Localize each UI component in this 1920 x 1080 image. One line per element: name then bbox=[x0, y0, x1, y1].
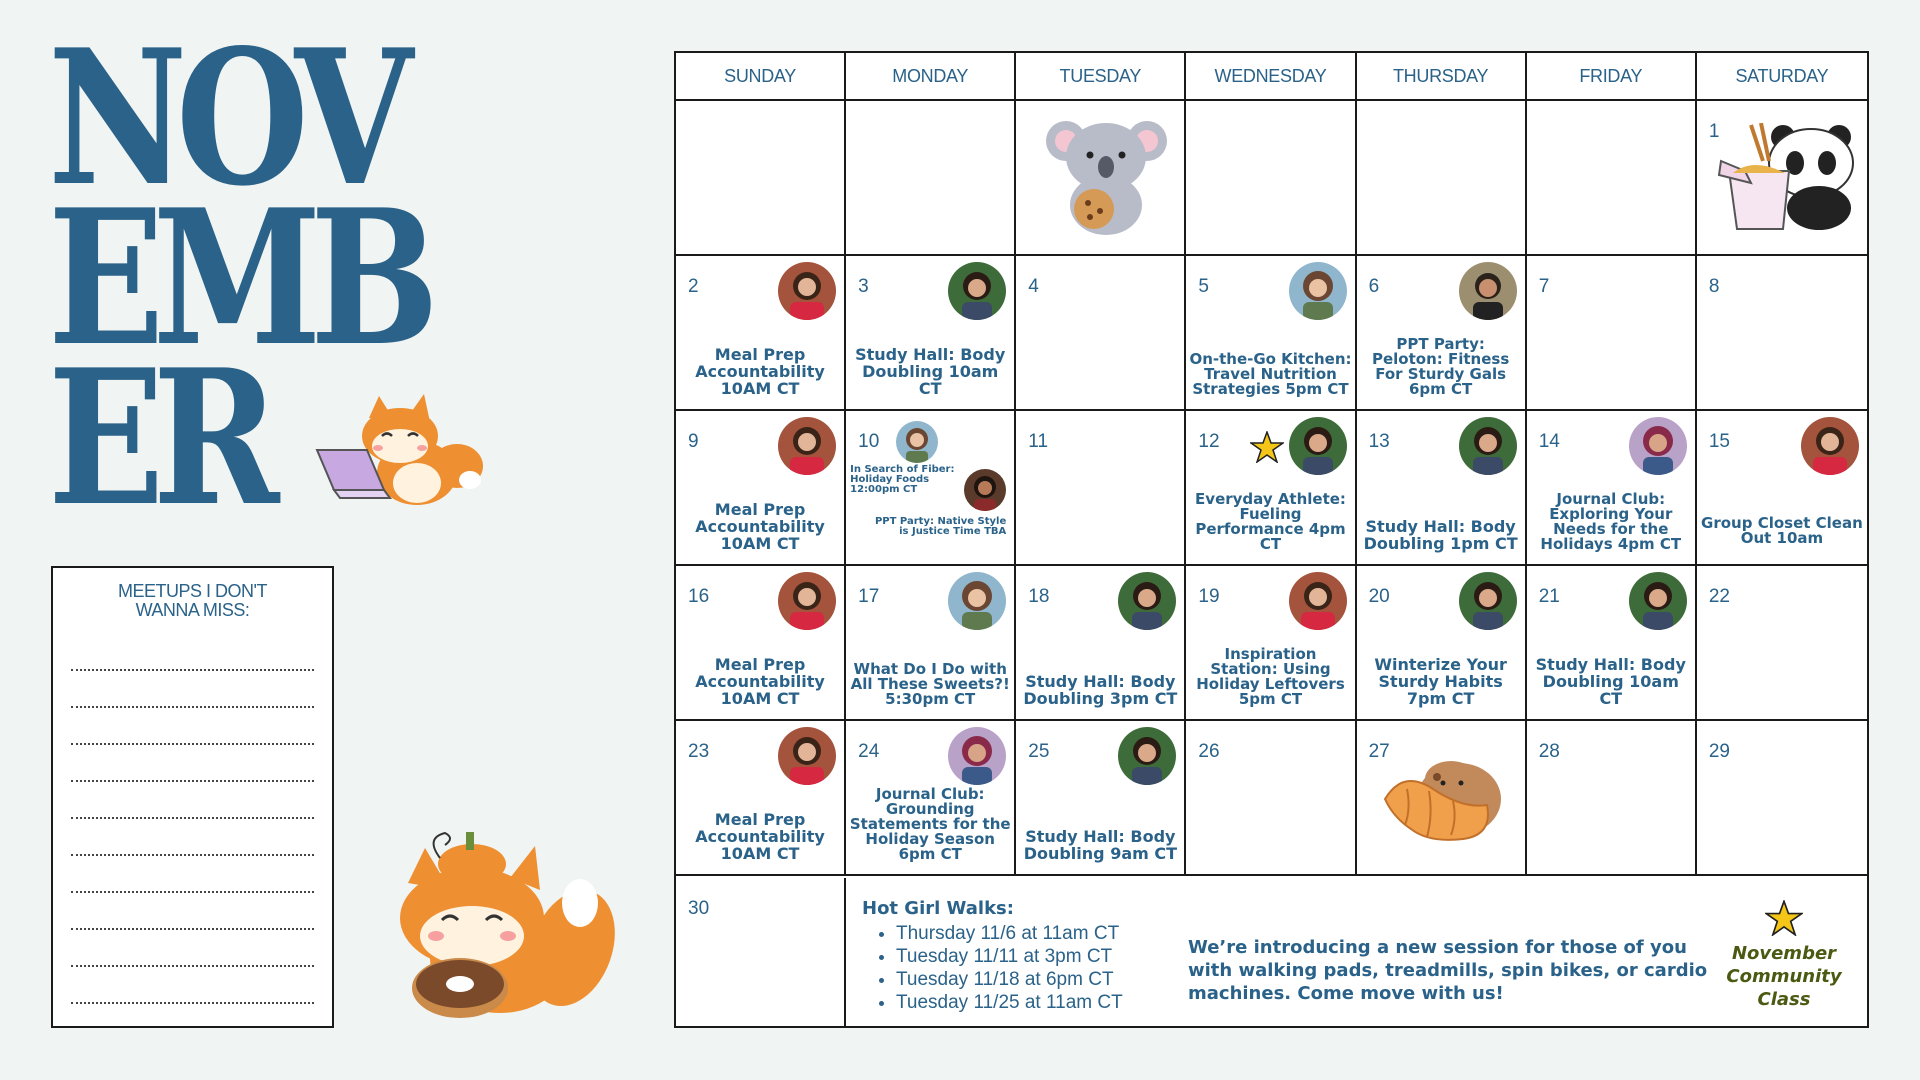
day-number: 5 bbox=[1198, 276, 1209, 297]
host-avatar bbox=[778, 417, 836, 475]
host-avatar bbox=[1629, 572, 1687, 630]
day-cell-11[interactable] bbox=[1016, 411, 1186, 566]
empty-day-cell bbox=[1186, 101, 1356, 256]
day-cell-16[interactable] bbox=[676, 566, 846, 721]
day-cell-21[interactable] bbox=[1527, 566, 1697, 721]
host-avatar bbox=[948, 572, 1006, 630]
event-title-native-style: PPT Party: Native Style is Justice Time TBA bbox=[874, 516, 1007, 537]
day-number: 29 bbox=[1708, 741, 1730, 762]
hot-girl-walks bbox=[862, 898, 1123, 1014]
host-avatar bbox=[1629, 417, 1687, 475]
day-number: 13 bbox=[1368, 431, 1390, 452]
day-number: 21 bbox=[1538, 586, 1560, 607]
day-number: 8 bbox=[1708, 276, 1720, 297]
host-avatar bbox=[1289, 262, 1347, 320]
capybara-croissant-sticker bbox=[1377, 751, 1507, 851]
host-avatar bbox=[1118, 572, 1176, 630]
day-cell-9[interactable] bbox=[676, 411, 846, 566]
walks-title: Hot Girl Walks: bbox=[862, 898, 1014, 919]
day-cell-19[interactable] bbox=[1186, 566, 1356, 721]
day-cell-30[interactable] bbox=[676, 878, 846, 1028]
day-number: 11 bbox=[1028, 431, 1049, 452]
weekday-wednesday: WEDNESDAY bbox=[1186, 53, 1356, 101]
day-cell-3[interactable] bbox=[846, 256, 1016, 411]
star-icon bbox=[1719, 900, 1849, 936]
day-number: 9 bbox=[688, 431, 699, 452]
host-avatar bbox=[896, 421, 938, 463]
meetups-blank-line[interactable] bbox=[71, 930, 314, 967]
panda-noodles-sticker bbox=[1708, 121, 1861, 233]
weekday-saturday: SATURDAY bbox=[1697, 53, 1867, 101]
community-class-label: November Community Class bbox=[1726, 943, 1842, 1010]
day-number: 20 bbox=[1368, 586, 1390, 607]
event-title: Journal Club: Exploring Your Needs for the Holidays 4pm CT bbox=[1540, 490, 1682, 553]
host-avatar bbox=[778, 572, 836, 630]
day-cell-18[interactable] bbox=[1016, 566, 1186, 721]
day-number: 17 bbox=[858, 586, 880, 607]
host-avatar bbox=[1459, 417, 1517, 475]
meetups-notes-box bbox=[51, 566, 334, 1028]
walk-item: • Tuesday 11/18 at 6pm CT bbox=[896, 968, 1123, 991]
day-number: 22 bbox=[1708, 586, 1730, 607]
day-number: 27 bbox=[1368, 741, 1390, 762]
day-cell-23[interactable] bbox=[676, 721, 846, 876]
event-title: Everyday Athlete: Fueling Performance 4pm CT bbox=[1195, 490, 1346, 553]
event-title: Meal Prep Accountability 10AM CT bbox=[695, 500, 825, 553]
host-avatar bbox=[948, 727, 1006, 785]
day-number: 7 bbox=[1538, 276, 1550, 297]
event-title: Winterize Your Sturdy Habits 7pm CT bbox=[1374, 655, 1507, 708]
day-cell-5[interactable] bbox=[1186, 256, 1356, 411]
new-session-announcement: We’re introducing a new session for those of you with walking pads, treadmills, spin bikes, or cardio machines. Come move with us! bbox=[1188, 937, 1708, 1004]
day-cell-7[interactable] bbox=[1527, 256, 1697, 411]
day-number: 23 bbox=[688, 741, 710, 762]
star-icon bbox=[1250, 431, 1284, 463]
empty-day-cell bbox=[846, 101, 1016, 256]
host-avatar bbox=[778, 727, 836, 785]
day-number: 16 bbox=[688, 586, 710, 607]
koala-cookie-sticker bbox=[1044, 111, 1169, 239]
day-cell-2[interactable] bbox=[676, 256, 846, 411]
day-number: 28 bbox=[1538, 741, 1560, 762]
meetups-blank-line[interactable] bbox=[71, 819, 314, 856]
meetups-blank-line[interactable] bbox=[71, 893, 314, 930]
host-avatar bbox=[964, 469, 1006, 511]
empty-day-cell bbox=[676, 101, 846, 256]
empty-day-cell bbox=[1527, 101, 1697, 256]
day-number: 2 bbox=[688, 276, 699, 297]
day-cell-24[interactable] bbox=[846, 721, 1016, 876]
meetups-blank-line[interactable] bbox=[71, 671, 314, 708]
host-avatar bbox=[1801, 417, 1859, 475]
day-number: 26 bbox=[1198, 741, 1220, 762]
event-title: Inspiration Station: Using Holiday Leftovers 5pm CT bbox=[1196, 645, 1345, 708]
day-cell-26[interactable] bbox=[1186, 721, 1356, 876]
day-cell-1[interactable] bbox=[1697, 101, 1867, 256]
event-title: Study Hall: Body Doubling 3pm CT bbox=[1023, 672, 1178, 708]
day-number: 10 bbox=[858, 431, 880, 452]
day-cell-8[interactable] bbox=[1697, 256, 1867, 411]
host-avatar bbox=[948, 262, 1006, 320]
fox-laptop-sticker bbox=[312, 388, 487, 513]
host-avatar bbox=[1289, 572, 1347, 630]
day-number: 25 bbox=[1028, 741, 1050, 762]
day-number: 18 bbox=[1028, 586, 1050, 607]
weekday-sunday: SUNDAY bbox=[676, 53, 846, 101]
month-title-line-1: NOV bbox=[48, 8, 402, 227]
host-avatar bbox=[1459, 262, 1517, 320]
event-title: Study Hall: Body Doubling 10am CT bbox=[855, 345, 1006, 398]
month-title-line-2: EMB bbox=[48, 168, 428, 387]
meetups-blank-line[interactable] bbox=[71, 856, 314, 893]
day-number: 15 bbox=[1708, 431, 1730, 452]
day-cell-29[interactable] bbox=[1697, 721, 1867, 876]
day-cell-28[interactable] bbox=[1527, 721, 1697, 876]
day-number: 30 bbox=[688, 898, 710, 919]
day-cell-15[interactable] bbox=[1697, 411, 1867, 566]
weekday-thursday: THURSDAY bbox=[1357, 53, 1527, 101]
month-title-line-3: ER bbox=[48, 328, 269, 547]
day-cell-12[interactable] bbox=[1186, 411, 1356, 566]
event-title: Group Closet Clean Out 10am bbox=[1701, 514, 1863, 547]
day-number: 1 bbox=[1708, 121, 1720, 142]
event-title: Journal Club: Grounding Statements for the Holiday Season 6pm CT bbox=[849, 785, 1011, 863]
day-cell-25[interactable] bbox=[1016, 721, 1186, 876]
day-number: 6 bbox=[1368, 276, 1380, 297]
event-title: Study Hall: Body Doubling 1pm CT bbox=[1363, 517, 1518, 553]
calendar bbox=[674, 51, 1869, 1028]
day-cell-17[interactable] bbox=[846, 566, 1016, 721]
day-cell-10[interactable] bbox=[846, 411, 1016, 566]
fox-pumpkin-sticker bbox=[380, 818, 625, 1033]
meetups-blank-line[interactable] bbox=[71, 745, 314, 782]
empty-day-cell bbox=[1357, 101, 1527, 256]
event-title: Meal Prep Accountability 10AM CT bbox=[695, 810, 825, 863]
day-number: 3 bbox=[858, 276, 869, 297]
event-title: What Do I Do with All These Sweets?! 5:30pm CT bbox=[850, 660, 1010, 708]
day-cell-22[interactable] bbox=[1697, 566, 1867, 721]
event-title: Meal Prep Accountability 10AM CT bbox=[695, 345, 825, 398]
calendar-last-row bbox=[676, 878, 1869, 1028]
walk-item: • Thursday 11/6 at 11am CT bbox=[896, 922, 1123, 945]
day-cell-13[interactable] bbox=[1357, 411, 1527, 566]
walk-item: • Tuesday 11/11 at 3pm CT bbox=[896, 945, 1123, 968]
day-number: 12 bbox=[1198, 431, 1220, 452]
weekday-friday: FRIDAY bbox=[1527, 53, 1697, 101]
event-title: Study Hall: Body Doubling 10am CT bbox=[1535, 655, 1686, 708]
event-title: Meal Prep Accountability 10AM CT bbox=[695, 655, 825, 708]
weekday-tuesday: TUESDAY bbox=[1016, 53, 1186, 101]
host-avatar bbox=[1289, 417, 1347, 475]
meetups-blank-line[interactable] bbox=[71, 782, 314, 819]
day-number: 19 bbox=[1198, 586, 1220, 607]
day-cell-20[interactable] bbox=[1357, 566, 1527, 721]
meetups-title: MEETUPS I DON'T WANNA MISS: bbox=[118, 581, 267, 620]
host-avatar bbox=[1459, 572, 1517, 630]
day-number: 24 bbox=[858, 741, 880, 762]
event-title: On-the-Go Kitchen: Travel Nutrition Strategies 5pm CT bbox=[1189, 350, 1352, 398]
meetups-blank-line[interactable] bbox=[71, 967, 314, 1004]
host-avatar bbox=[778, 262, 836, 320]
day-cell-6[interactable] bbox=[1357, 256, 1527, 411]
weekday-monday: MONDAY bbox=[846, 53, 1016, 101]
host-avatar bbox=[1118, 727, 1176, 785]
day-number: 4 bbox=[1028, 276, 1039, 297]
day-cell-27[interactable] bbox=[1357, 721, 1527, 876]
day-cell-14[interactable] bbox=[1527, 411, 1697, 566]
empty-day-cell bbox=[1016, 101, 1186, 256]
day-cell-4[interactable] bbox=[1016, 256, 1186, 411]
meetups-blank-line[interactable] bbox=[71, 708, 314, 745]
meetups-blank-line[interactable] bbox=[71, 634, 314, 671]
community-class-badge bbox=[1719, 900, 1849, 1011]
day-number: 14 bbox=[1538, 431, 1560, 452]
event-title-fiber: In Search of Fiber: Holiday Foods 12:00pm CT bbox=[850, 464, 955, 495]
event-title: PPT Party: Peloton: Fitness For Sturdy Gals 6pm CT bbox=[1372, 335, 1510, 398]
event-title: Study Hall: Body Doubling 9am CT bbox=[1023, 827, 1178, 863]
walk-item: • Tuesday 11/25 at 11am CT bbox=[896, 991, 1123, 1014]
